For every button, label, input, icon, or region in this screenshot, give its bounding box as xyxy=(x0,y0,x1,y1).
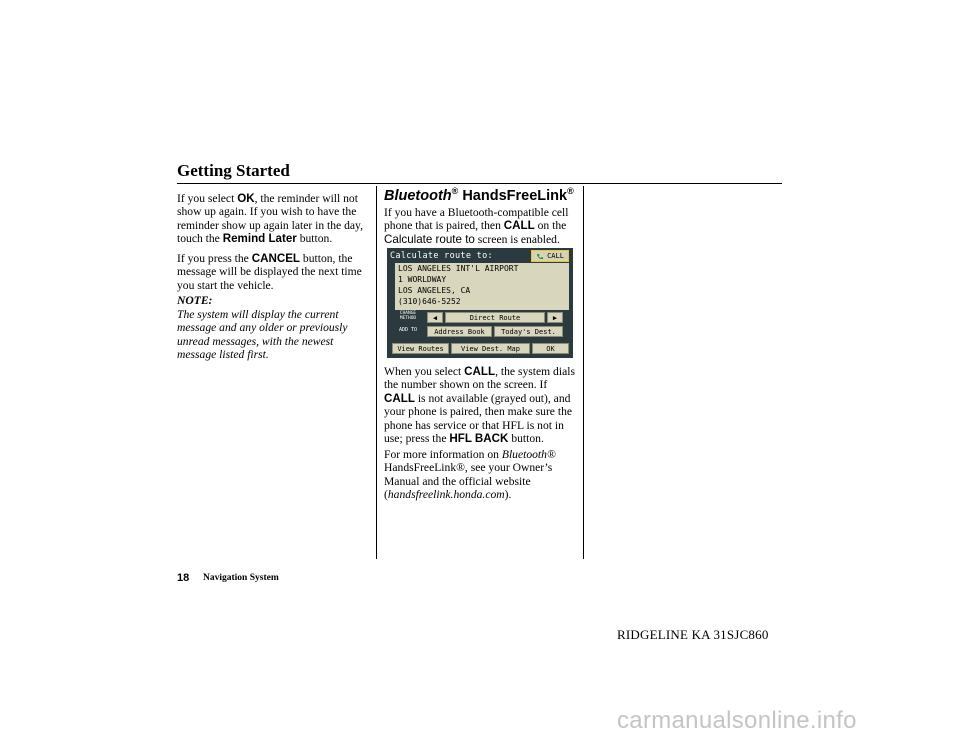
text: If you press the xyxy=(177,252,252,265)
previous-method-button[interactable] xyxy=(427,312,443,323)
call-description-paragraph xyxy=(384,365,580,445)
note-label: NOTE: xyxy=(177,294,213,307)
website-text: handsfreelink.honda.com xyxy=(387,488,505,502)
call-label: CALL xyxy=(464,365,496,378)
ok-button[interactable]: OK xyxy=(532,343,569,354)
more-info-paragraph xyxy=(384,448,580,502)
address-line: 1 WORLDWAY xyxy=(398,275,447,284)
view-routes-button[interactable]: View Routes xyxy=(392,343,449,354)
bluetooth-intro-paragraph xyxy=(384,206,580,246)
text: , the system dials the number shown on the screen. If xyxy=(384,365,575,392)
add-to-label: ADD TO xyxy=(398,327,418,333)
screen-title: Calculate route to: xyxy=(390,251,493,261)
route-method-display[interactable]: Direct Route xyxy=(445,312,545,323)
registered-mark: ® xyxy=(451,186,459,196)
text: button. xyxy=(296,232,333,246)
address-box xyxy=(395,263,569,310)
address-book-button[interactable]: Address Book xyxy=(427,326,492,337)
text: ). xyxy=(504,488,512,502)
text: If you select xyxy=(177,192,238,205)
header-rule xyxy=(177,183,782,184)
heading-handsfreelink: HandsFreeLink xyxy=(458,187,568,204)
call-label: CALL xyxy=(384,391,415,405)
call-button-label: CALL xyxy=(547,252,564,260)
address-line: LOS ANGELES, CA xyxy=(398,286,471,295)
text: , the reminder will not show up again. If you wish to have the reminder show up again later in the day, touch the xyxy=(177,192,363,246)
column-divider-left xyxy=(376,186,377,559)
calculate-route-screen xyxy=(387,248,573,358)
watermark: carmanualsonline.info xyxy=(617,707,857,734)
cancel-paragraph xyxy=(177,252,373,292)
note-text: The system will display the current message and any older or previously unread messages, with the newest message listed first. xyxy=(177,308,348,362)
address-line: LOS ANGELES INT'L AIRPORT xyxy=(398,264,519,273)
text: button. xyxy=(508,432,544,446)
column-divider-right xyxy=(583,186,584,559)
ok-label: OK xyxy=(237,192,255,205)
cancel-label: CANCEL xyxy=(251,252,301,265)
text: For more information on xyxy=(384,448,502,461)
footer-label: Navigation System xyxy=(203,573,279,583)
text: screen is enabled. xyxy=(474,232,560,246)
right-arrow-icon: ▶ xyxy=(552,313,558,322)
next-method-button[interactable] xyxy=(547,312,563,323)
text: button, the message will be displayed the next time you start the vehicle. xyxy=(177,252,362,292)
screen-name: Calculate route to xyxy=(384,232,475,246)
remind-later-label: Remind Later xyxy=(222,232,297,246)
view-dest-map-button[interactable]: View Dest. Map xyxy=(451,343,530,354)
call-button[interactable] xyxy=(531,250,569,262)
page-number: 18 xyxy=(177,572,190,584)
text: If you have a Bluetooth-compatible cell phone that is paired, then xyxy=(384,206,569,233)
heading-bluetooth: Bluetooth xyxy=(384,187,452,204)
reminder-ok-paragraph xyxy=(177,192,373,246)
bluetooth-text: Bluetooth® xyxy=(501,448,556,461)
text: on the xyxy=(534,219,567,233)
section-heading xyxy=(384,186,574,204)
address-line: (310)646-5252 xyxy=(398,297,461,306)
call-label: CALL xyxy=(503,219,535,233)
text: When you select xyxy=(384,365,465,378)
todays-dest-button[interactable]: Today's Dest. xyxy=(494,326,563,337)
text: HandsFreeLink®, see your Owner’s Manual and the official website ( xyxy=(384,461,553,502)
text: is not available (grayed out), and your phone is paired, then make sure the phone has service or that HFL is not in use; press the xyxy=(384,391,573,446)
left-arrow-icon: ◀ xyxy=(432,313,438,322)
document-code: RIDGELINE KA 31SJC860 xyxy=(617,627,769,642)
page-title: Getting Started xyxy=(177,161,290,180)
phone-icon xyxy=(536,253,544,260)
change-method-label: CHANGE METHOD xyxy=(399,311,417,321)
hfl-back-label: HFL BACK xyxy=(449,432,509,446)
registered-mark: ® xyxy=(567,186,574,196)
